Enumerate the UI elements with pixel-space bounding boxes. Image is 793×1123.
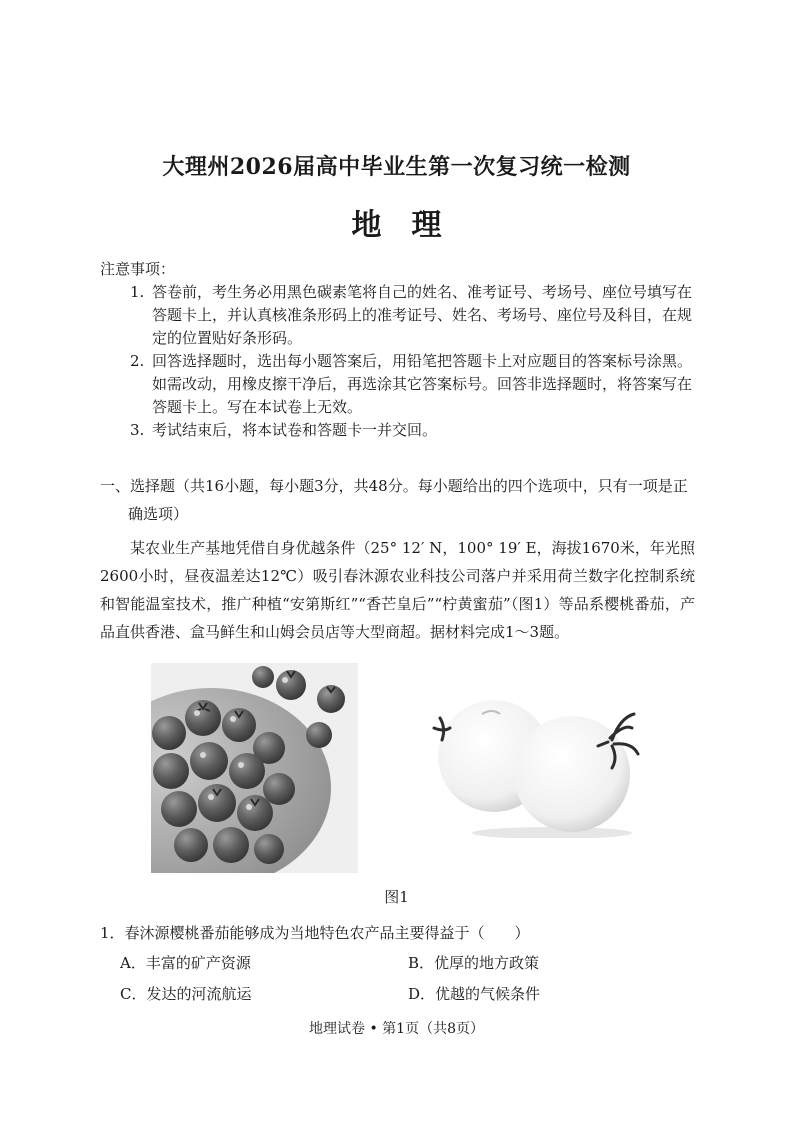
option-c: C．发达的河流航运 <box>120 985 252 1003</box>
notice-item-number: 3. <box>130 421 145 439</box>
page-footer: 地理试卷 • 第1页（共8页） <box>309 1021 484 1037</box>
section-heading-line2: 确选项） <box>128 505 189 523</box>
notice-item-text: 考试结束后，将本试卷和答题卡一并交回。 <box>152 421 438 439</box>
notice-heading: 注意事项： <box>100 260 176 278</box>
notice-item-3 <box>130 419 695 442</box>
option-b: B．优厚的地方政策 <box>408 954 540 972</box>
yellow-tomato-photo <box>432 688 642 838</box>
option-a: A．丰富的矿产资源 <box>120 954 251 972</box>
material-paragraph: 某农业生产基地凭借自身优越条件（25° 12′ N，100° 19′ E，海拔1670米，年光照2600小时，昼夜温差达12℃）吸引春沐源农业科技公司落户并采用荷兰数字化控制系统和智能温室技术，推广种植“安第斯红”“香芒皇后”“柠黄蜜茄”（图1）等品系樱桃番茄，产品直供香港、盒马鲜生和山姆会员店等大型商超。据材料完成1～3题。 <box>100 539 695 641</box>
option-d: D．优越的气候条件 <box>408 985 541 1003</box>
subject-title: 地理 <box>351 208 472 243</box>
tomato-bowl-photo <box>151 663 358 873</box>
figure-caption: 图1 <box>384 888 409 906</box>
notice-item-number: 1. <box>130 283 145 301</box>
notice-item-number: 2. <box>130 352 145 370</box>
notice-item-text: 回答选择题时，选出每小题答案后，用铅笔把答题卡上对应题目的答案标号涂黑。如需改动，用橡皮擦干净后，再选涂其它答案标号。回答非选择题时，将答案写在答题卡上。写在本试卷上无效。 <box>152 352 693 416</box>
notice-item-2 <box>130 350 695 419</box>
section-heading <box>100 472 695 528</box>
section-heading-line1: 一、选择题（共16小题，每小题3分，共48分。每小题给出的四个选项中，只有一项是正 <box>100 477 688 495</box>
notice-item-text: 答卷前，考生务必用黑色碳素笔将自己的姓名、准考证号、考场号、座位号填写在答题卡上，并认真核准条形码上的准考证号、姓名、考场号、座位号及科目，在规定的位置贴好条形码。 <box>152 283 693 347</box>
notice-item-1 <box>130 281 695 350</box>
question-stem: 1．春沐源樱桃番茄能够成为当地特色农产品主要得益于（ ） <box>100 924 530 942</box>
exam-title: 大理州2026届高中毕业生第一次复习统一检测 <box>162 154 631 180</box>
